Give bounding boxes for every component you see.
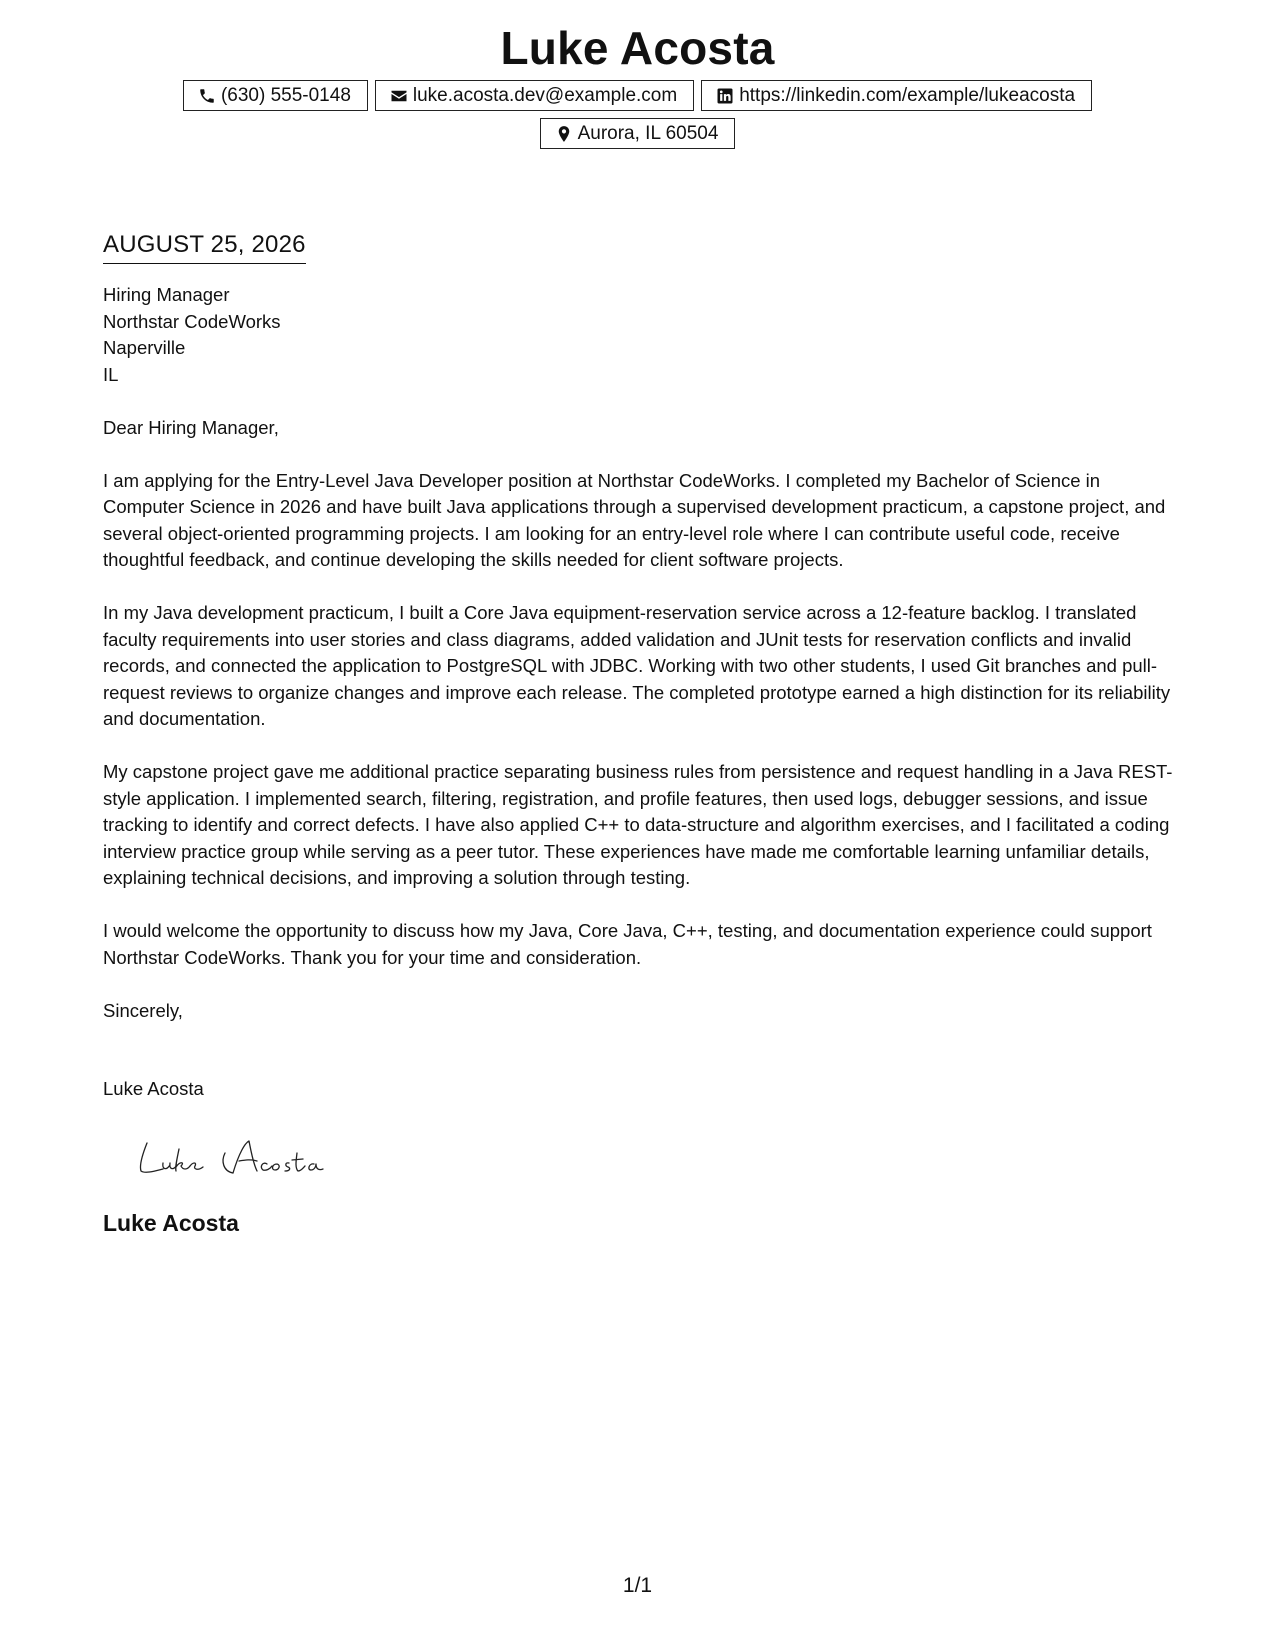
envelope-icon	[390, 87, 408, 105]
recipient-state: IL	[103, 363, 119, 385]
body-paragraph: I would welcome the opportunity to discuss how my Java, Core Java, C++, testing, and documentation experience could support Northstar CodeWorks. Thank you for your time and consideration.	[103, 920, 1152, 968]
phone-contact	[183, 80, 368, 111]
recipient-city: Naperville	[103, 337, 186, 358]
page-indicator: 1/1	[622, 1574, 653, 1597]
phone-icon	[198, 87, 216, 105]
body-paragraph: I am applying for the Entry-Level Java Developer position at Northstar CodeWorks. I completed my Bachelor of Science in Computer Science in 2026 and have built Java applications through a supervised development practicum, a capstone project, and several object-oriented programming projects. I am looking for an entry-level role where I can contribute useful code, receive thoughtful feedback, and continue developing the skills needed for client software projects.	[103, 469, 1166, 570]
recipient-company: Northstar CodeWorks	[103, 310, 281, 332]
body-paragraph: In my Java development practicum, I built a Core Java equipment-reservation service across a 12-feature backlog. I translated faculty requirements into user stories and class diagrams, added validation and JUnit tests for reservation conflicts and invalid records, and connected the application to PostgreSQL with JDBC. Working with two other students, I used Git branches and pull-request reviews to organize changes and improve each release. The completed prototype earned a high distinction for its reliability and documentation.	[103, 602, 1171, 729]
email-contact[interactable]	[375, 80, 694, 111]
linkedin-link[interactable]: https://linkedin.com/example/lukeacosta	[739, 84, 1076, 106]
email-link[interactable]: luke.acosta.dev@example.com	[412, 84, 678, 106]
contact-row	[0, 80, 1275, 111]
letter-date: AUGUST 25, 2026	[103, 228, 306, 264]
salutation: Dear Hiring Manager,	[103, 416, 279, 438]
recipient-title: Hiring Manager	[103, 284, 230, 305]
contact-row-2	[0, 118, 1275, 149]
location-text: Aurora, IL 60504	[577, 122, 719, 144]
recipient-block	[103, 282, 1178, 388]
signed-name: Luke Acosta	[103, 1210, 239, 1236]
linkedin-contact[interactable]	[701, 80, 1092, 111]
handwritten-signature	[133, 1133, 343, 1183]
letter-body	[103, 228, 1178, 1238]
applicant-name: Luke Acosta	[500, 22, 775, 74]
closing: Sincerely,	[103, 999, 183, 1021]
map-pin-icon	[555, 125, 573, 143]
phone-text: (630) 555-0148	[220, 84, 351, 106]
location-contact	[540, 118, 736, 149]
linkedin-icon	[716, 87, 734, 105]
body-paragraph: My capstone project gave me additional practice separating business rules from persistence and request handling in a Java REST-style application. I implemented search, filtering, registration, and profile features, then used logs, debugger sessions, and issue tracking to identify and correct defects. I have also applied C++ to data-structure and algorithm exercises, and I facilitated a coding interview practice group while serving as a peer tutor. These experiences have made me comfortable learning unfamiliar details, explaining technical decisions, and improving a solution through testing.	[103, 761, 1173, 888]
typed-name: Luke Acosta	[103, 1078, 204, 1099]
